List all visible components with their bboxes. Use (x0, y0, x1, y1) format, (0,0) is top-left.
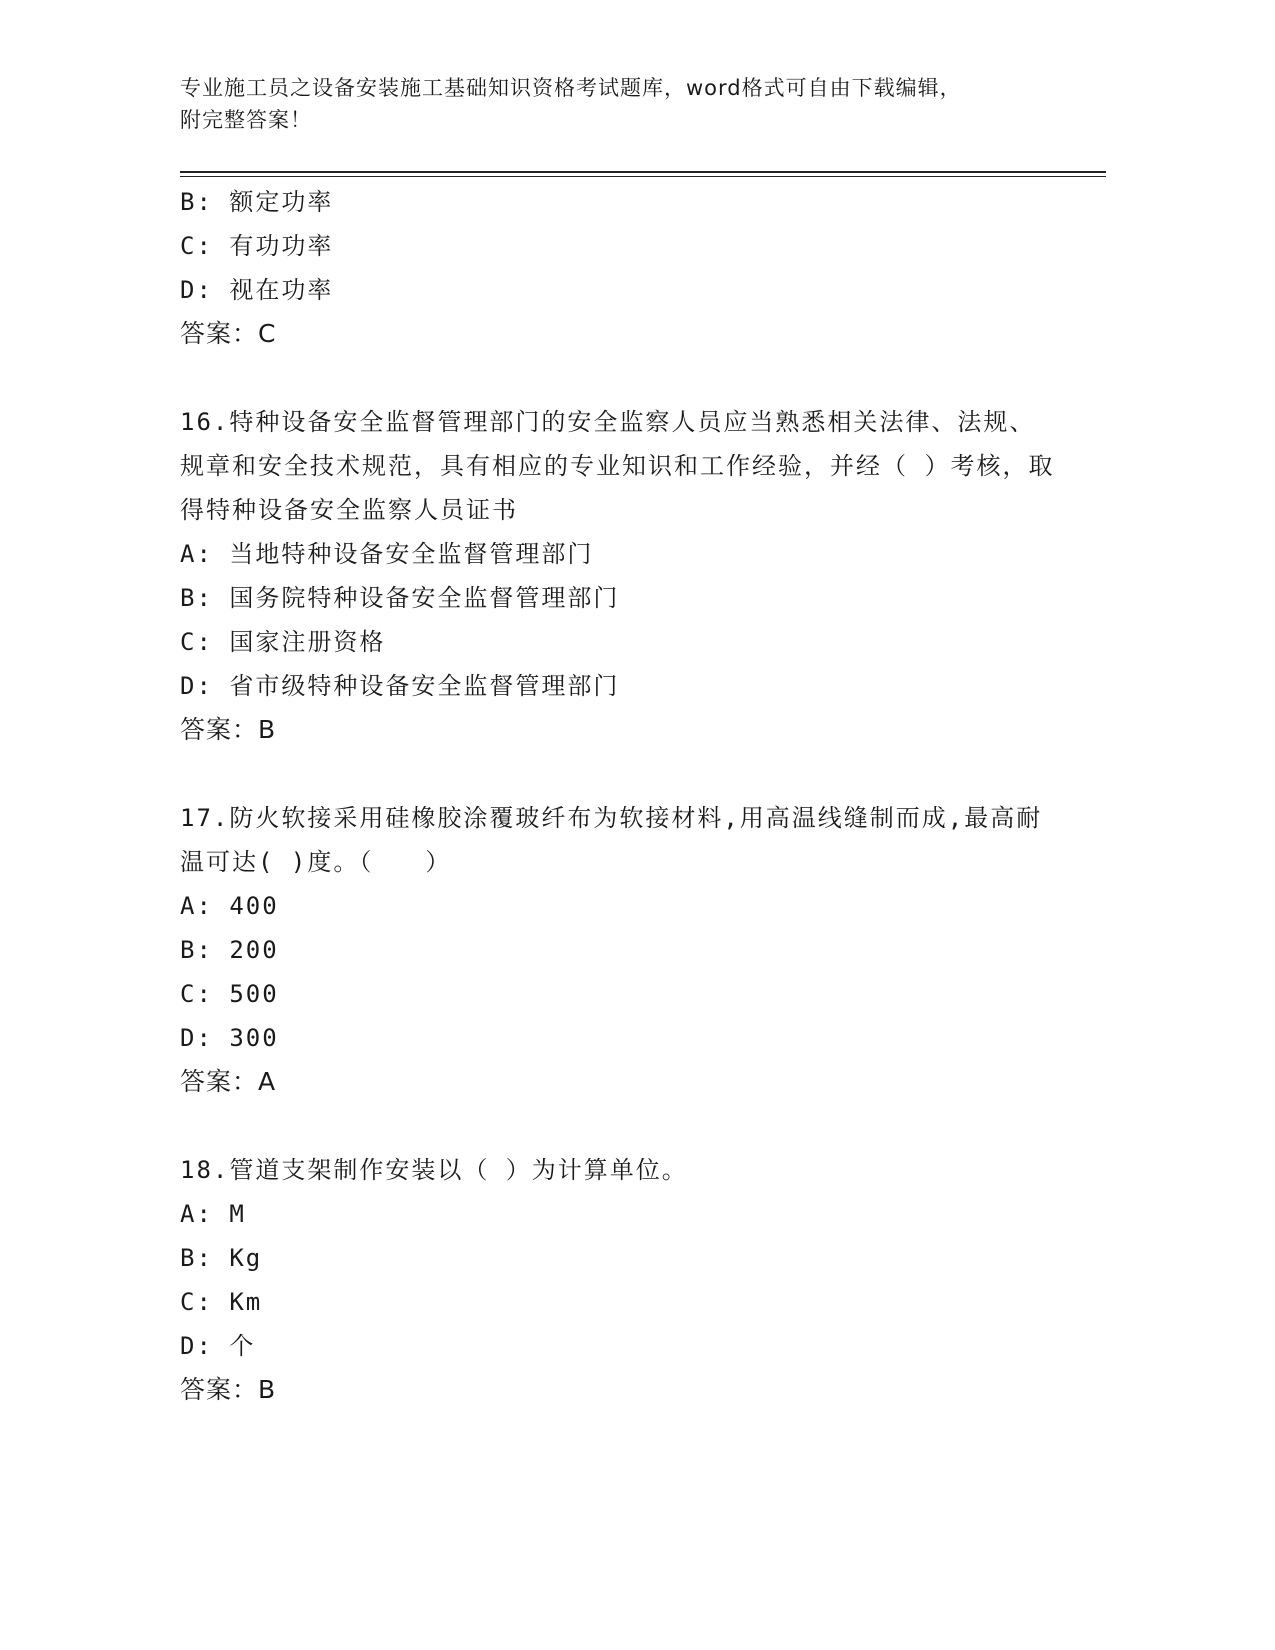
option-c: C: 500 (180, 980, 279, 1008)
document-header (180, 72, 1060, 136)
answer: 答案：A (180, 1067, 277, 1096)
option-b: B: 国务院特种设备安全监督管理部门 (180, 584, 620, 612)
header-line-2: 附完整答案！ (180, 108, 312, 132)
header-divider-thick (180, 171, 1106, 173)
option-b: B: 额定功率 (180, 188, 334, 216)
question-stem: 18.管道支架制作安装以（ ）为计算单位。 (180, 1156, 688, 1184)
option-b: B: 200 (180, 936, 279, 964)
header-line-1: 专业施工员之设备安装施工基础知识资格考试题库，word格式可自由下载编辑， (180, 76, 962, 100)
option-c: C: 有功功率 (180, 232, 334, 260)
question-18 (180, 1148, 1060, 1412)
answer: 答案：B (180, 715, 277, 744)
option-b: B: Kg (180, 1244, 263, 1272)
option-a: A: M (180, 1200, 246, 1228)
option-d: D: 省市级特种设备安全监督管理部门 (180, 672, 620, 700)
question-stem: 16.特种设备安全监督管理部门的安全监察人员应当熟悉相关法律、法规、规章和安全技术规范，具有相应的专业知识和工作经验，并经（ ）考核，取得特种设备安全监察人员证书 (180, 408, 1055, 524)
answer: 答案：B (180, 1375, 277, 1404)
option-a: A: 当地特种设备安全监督管理部门 (180, 540, 594, 568)
question-list (180, 180, 1060, 1412)
option-c: C: 国家注册资格 (180, 628, 386, 656)
option-c: C: Km (180, 1288, 263, 1316)
answer: 答案：C (180, 319, 277, 348)
option-a: A: 400 (180, 892, 279, 920)
option-d: D: 个 (180, 1332, 256, 1360)
question-15-tail (180, 180, 1060, 356)
option-d: D: 视在功率 (180, 276, 334, 304)
option-d: D: 300 (180, 1024, 279, 1052)
header-divider-thin (180, 176, 1106, 177)
question-17 (180, 796, 1060, 1104)
question-16 (180, 400, 1060, 752)
question-stem: 17.防火软接采用硅橡胶涂覆玻纤布为软接材料,用高温线缝制而成,最高耐温可达( )度。（ ） (180, 804, 1043, 876)
